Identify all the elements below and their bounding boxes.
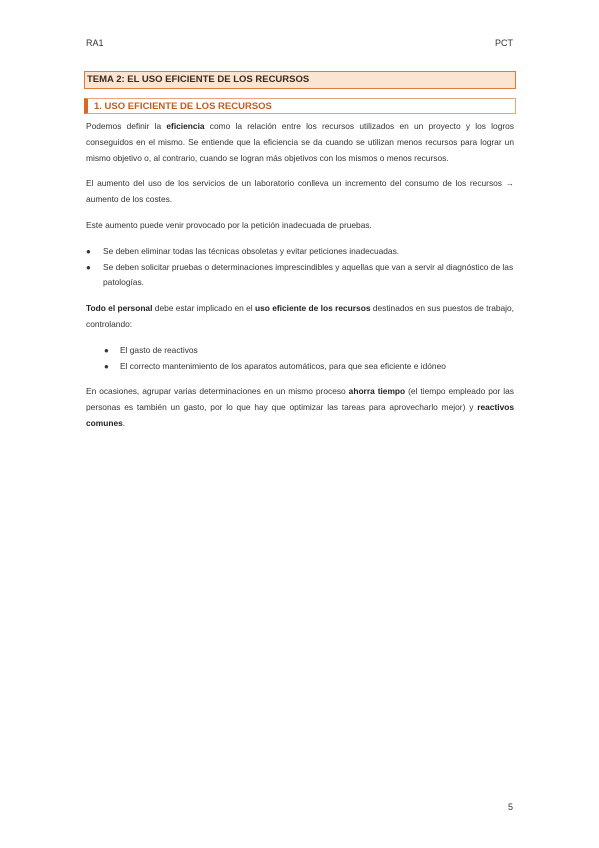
bold-term-uso-eficiente: uso eficiente de los recursos — [254, 303, 371, 314]
text-run: . — [122, 417, 126, 428]
bold-term-personal: Todo el personal — [86, 303, 153, 314]
list-item — [86, 244, 514, 260]
section-title: 1. USO EFICIENTE DE LOS RECURSOS — [84, 98, 516, 114]
bold-term-reactivos-comunes: reactivos comunes — [86, 402, 514, 428]
bold-term-eficiencia: eficiencia — [166, 121, 205, 131]
list-item-text: Se deben solicitar pruebas o determinaciones imprescindibles y aquellas que van a servir al diagnóstico de las patologías. — [103, 261, 514, 288]
header-right: PCT — [495, 38, 513, 48]
theme-title: TEMA 2: EL USO EFICIENTE DE LOS RECURSOS — [84, 71, 516, 89]
text-run: Podemos definir la — [86, 121, 167, 131]
bullet-list-actions — [86, 244, 514, 291]
bullet-icon: ● — [104, 361, 109, 371]
paragraph-grouping — [86, 384, 514, 431]
document-body — [86, 119, 514, 432]
paragraph-staff-involvement — [86, 301, 514, 333]
list-item-text: El gasto de reactivos — [120, 344, 198, 355]
list-item — [86, 359, 514, 375]
bullet-icon: ● — [86, 246, 91, 256]
list-item-text: El correcto mantenimiento de los aparatos automáticos, para que sea eficiente e idóneo — [120, 360, 446, 371]
list-item — [86, 343, 514, 359]
text-run: (el tiempo empleado por las personas es también un gasto, por lo que hay que optimizar las tareas para aprovecharlo mejor) y — [86, 386, 514, 413]
paragraph-inadequate-requests: Este aumento puede venir provocado por la petición inadecuada de pruebas. — [86, 219, 372, 230]
header-left: RA1 — [86, 38, 104, 48]
bullet-icon: ● — [86, 262, 91, 272]
text-run: debe estar implicado en el — [152, 303, 255, 314]
paragraph-efficiency-definition — [86, 119, 514, 166]
page-number: 5 — [507, 802, 513, 812]
bold-term-ahorra-tiempo: ahorra tiempo — [348, 386, 406, 397]
bullet-list-controls — [86, 343, 514, 375]
text-run: En ocasiones, agrupar varias determinaciones en un mismo proceso — [86, 386, 349, 397]
text-run: como la relación entre los recursos utilizados en un proyecto y los logros conseguidos en el mismo. Se entiende que la eficiencia se da cuando se utilizan menos recursos para lograr un mismo objetivo o, al contrario, cuando se logran más objetivos con los mismos o menos recursos. — [86, 121, 514, 163]
list-item — [86, 260, 514, 292]
bullet-icon: ● — [104, 345, 109, 355]
paragraph-cost-increase: El aumento del uso de los servicios de un laboratorio conlleva un incremento del consumo de los recursos → aumento de los costes. — [86, 178, 514, 205]
text-run: destinados en sus puestos de trabajo, controlando: — [86, 303, 515, 329]
list-item-text: Se deben eliminar todas las técnicas obsoletas y evitar peticiones inadecuadas. — [103, 245, 400, 256]
